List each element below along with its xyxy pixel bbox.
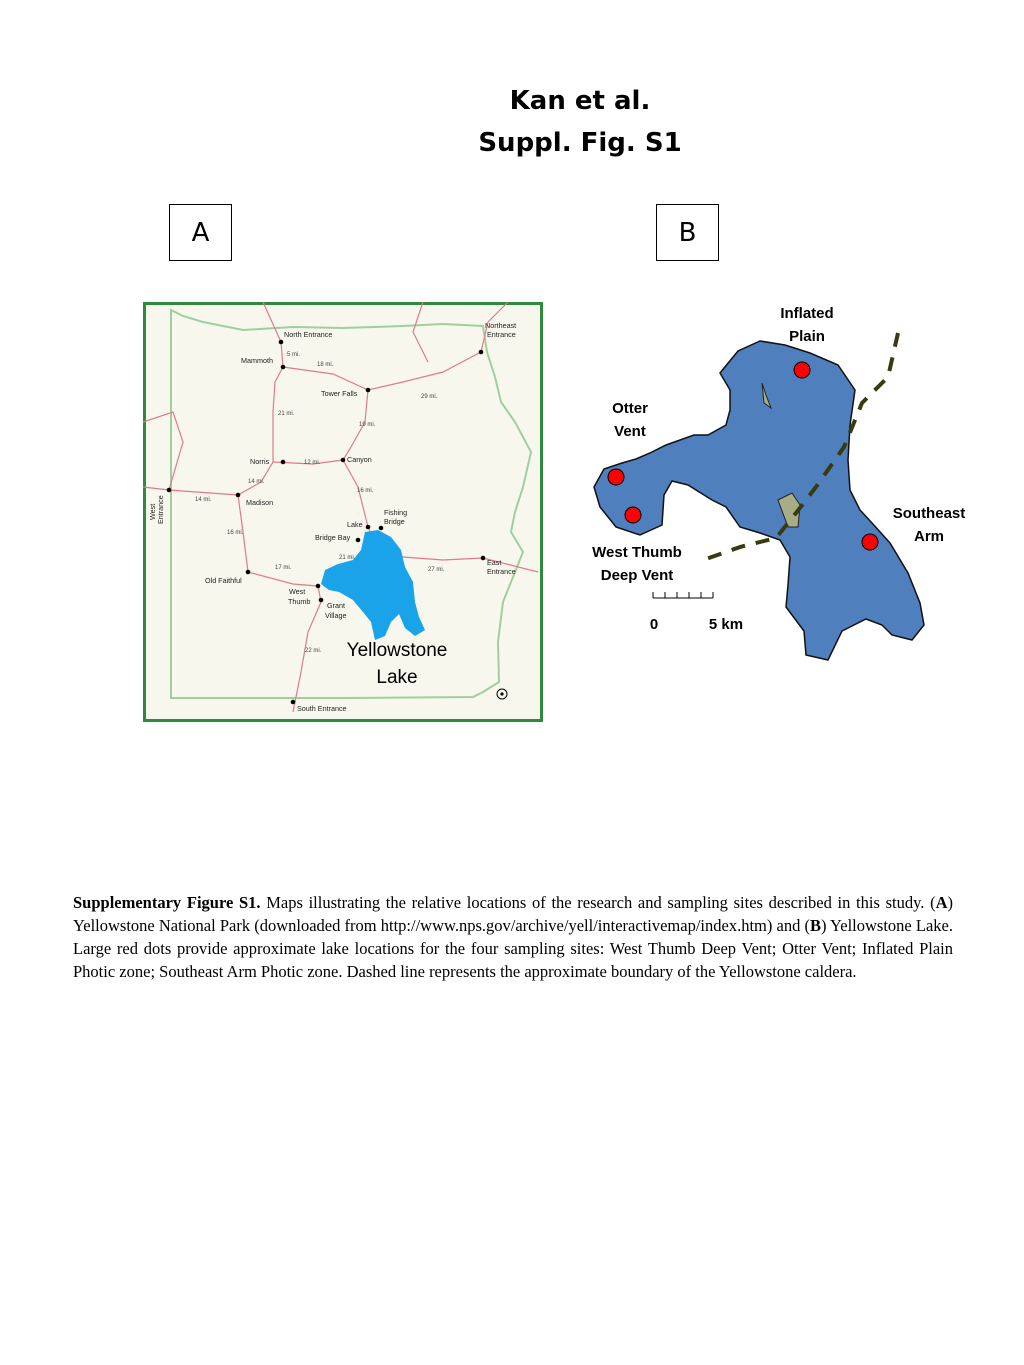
- label-inflated-plain-2: Plain: [789, 328, 825, 345]
- label-bridge-bay: Bridge Bay: [315, 533, 351, 542]
- distance-16a: 16 mi.: [357, 488, 374, 494]
- label-grant-village-2: Village: [325, 611, 347, 620]
- label-tower-falls: Tower Falls: [321, 389, 358, 398]
- distance-16b: 16 mi.: [227, 530, 244, 536]
- site-inflated-plain: [794, 362, 810, 378]
- label-lake: Lake: [347, 520, 363, 529]
- distance-14b: 14 mi.: [195, 497, 212, 503]
- figure-caption: [73, 891, 953, 983]
- label-northeast-entrance: Northeast: [485, 321, 517, 330]
- label-east-entrance: East: [487, 558, 502, 567]
- label-west-thumb: West: [289, 587, 306, 596]
- distance-21b: 21 mi.: [339, 555, 356, 561]
- scale-km-label: 5 km: [708, 616, 744, 633]
- label-inflated-plain: Inflated: [780, 305, 834, 322]
- distance-5: 5 mi.: [287, 352, 301, 358]
- site-otter-vent: [608, 469, 624, 485]
- label-west-thumb-2: Thumb: [288, 597, 311, 606]
- caption-lead: Supplementary Figure S1.: [73, 893, 261, 912]
- figure-author-title: Kan et al.: [509, 86, 651, 116]
- label-west-thumb-deep-vent-2: Deep Vent: [600, 567, 674, 584]
- site-southeast-arm: [862, 534, 878, 550]
- distance-27: 27 mi.: [428, 567, 445, 573]
- caption-part-3: ) Yellowstone Lake. Large red dots provide approximate lake locations for the four sampling sites: West Thumb Deep Vent; Otter Vent; Inflated Plain Photic zone; Southeast Arm Photic zone. Dashed line represents the approximate boundary of the Yellowstone caldera.: [73, 916, 953, 981]
- yellowstone-lake-label: Yellowstone: [346, 640, 448, 661]
- label-otter-vent: Otter: [612, 400, 648, 417]
- label-northeast-entrance-2: Entrance: [487, 330, 516, 339]
- scale-zero-label: 0: [649, 616, 659, 633]
- label-southeast-arm: Southeast: [892, 505, 966, 522]
- label-south-entrance: South Entrance: [297, 704, 347, 713]
- label-mammoth: Mammoth: [241, 356, 273, 365]
- label-southeast-arm-2: Arm: [913, 528, 945, 545]
- label-fishing-bridge: Fishing: [384, 508, 408, 517]
- label-canyon: Canyon: [347, 455, 372, 464]
- park-map: [143, 302, 543, 722]
- label-grant-village: Grant: [327, 601, 345, 610]
- label-otter-vent-2: Vent: [614, 423, 646, 440]
- distance-21a: 21 mi.: [278, 411, 295, 417]
- figure-number-title: Suppl. Fig. S1: [478, 128, 682, 158]
- distance-19: 19 mi.: [359, 422, 376, 428]
- label-old-faithful: Old Faithful: [205, 576, 242, 585]
- yellowstone-lake-label-2: Lake: [376, 667, 418, 688]
- distance-12: 12 mi.: [304, 460, 321, 466]
- distance-18: 18 mi.: [317, 362, 334, 368]
- label-fishing-bridge-2: Bridge: [384, 517, 405, 526]
- caption-panel-a-ref: A: [935, 893, 948, 912]
- distance-14a: 14 mi.: [248, 479, 265, 485]
- distance-17: 17 mi.: [275, 565, 292, 571]
- distance-29: 29 mi.: [421, 394, 438, 400]
- site-west-thumb-deep-vent: [625, 507, 641, 523]
- caption-part-1: Maps illustrating the relative locations of the research and sampling sites described in this study. (: [260, 893, 936, 912]
- panel-b-label: B: [656, 204, 719, 261]
- scale-bar: [653, 592, 713, 598]
- label-madison: Madison: [246, 498, 274, 507]
- distance-22: 22 mi.: [305, 648, 322, 654]
- label-west-entrance-2: Entrance: [156, 495, 165, 524]
- label-west-entrance: West: [148, 503, 157, 520]
- label-east-entrance-2: Entrance: [487, 567, 516, 576]
- label-norris: Norris: [250, 457, 270, 466]
- label-west-thumb-deep-vent: West Thumb: [592, 544, 682, 561]
- caption-panel-b-ref: B: [809, 916, 821, 935]
- lake-map: [580, 295, 980, 675]
- caption-part-2: ) Yellowstone National Park (downloaded from http://www.nps.gov/archive/yell/interactivemap/index.htm) and (: [73, 893, 953, 935]
- panel-a-label: A: [169, 204, 232, 261]
- label-north-entrance: North Entrance: [284, 330, 333, 339]
